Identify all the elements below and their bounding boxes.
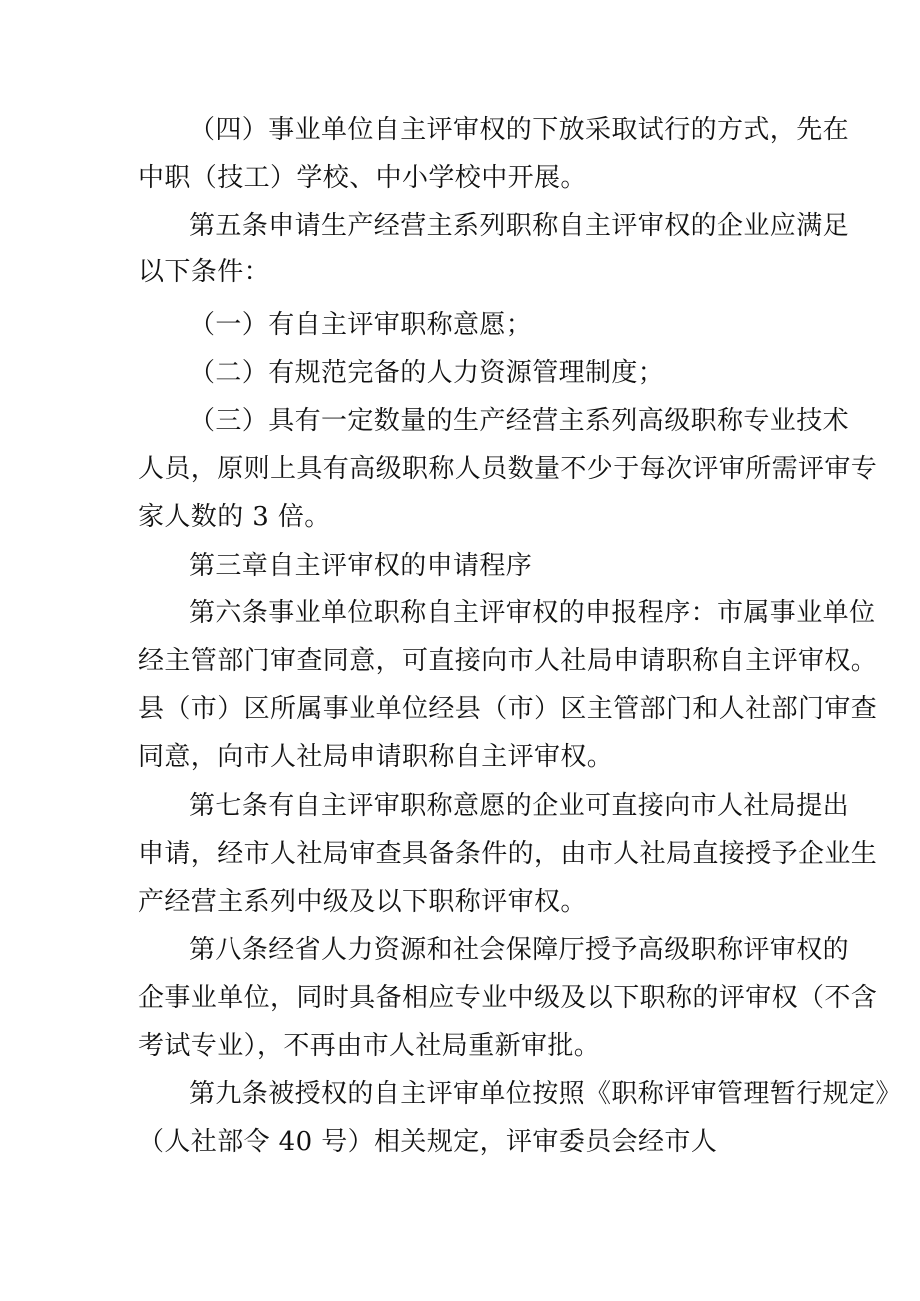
chapter-heading: 第三章自主评审权的申请程序: [189, 551, 533, 581]
text-line: 县（市）区所属事业单位经县（市）区主管部门和人社部门审查: [138, 694, 878, 724]
text-line: 第六条事业单位职称自主评审权的申报程序：市属事业单位: [189, 598, 876, 628]
text-line: 第八条经省人力资源和社会保障厅授予高级职称评审权的: [189, 935, 850, 965]
text-line: （二）有规范完备的人力资源管理制度；: [189, 358, 665, 388]
text-line: 中职（技工）学校、中小学校中开展。: [138, 163, 587, 193]
text-line: 家人数的 3 倍。: [138, 502, 331, 532]
text-line: 考试专业），不再由市人社局重新审批。: [138, 1031, 601, 1061]
text-line: （一）有自主评审职称意愿；: [189, 310, 533, 340]
text-line: 人员，原则上具有高级职称人员数量不少于每次评审所需评审专: [138, 454, 878, 484]
text-line: 产经营主系列中级及以下职称评审权。: [138, 887, 587, 917]
text-line: 以下条件：: [138, 257, 271, 287]
text-line: 经主管部门审查同意，可直接向市人社局申请职称自主评审权。: [138, 646, 878, 676]
text-line: （四）事业单位自主评审权的下放采取试行的方式，先在: [189, 115, 850, 145]
text-line: 申请，经市人社局审查具备条件的，由市人社局直接授予企业生: [138, 839, 878, 869]
text-line: 同意，向市人社局申请职称自主评审权。: [138, 742, 614, 772]
text-line: （三）具有一定数量的生产经营主系列高级职称专业技术: [189, 406, 850, 436]
text-line: 第七条有自主评审职称意愿的企业可直接向市人社局提出: [189, 791, 850, 821]
text-line: 第五条申请生产经营主系列职称自主评审权的企业应满足: [189, 211, 850, 241]
text-line: 企事业单位，同时具备相应专业中级及以下职称的评审权（不含: [138, 983, 878, 1013]
text-line: 第九条被授权的自主评审单位按照《职称评审管理暂行规定》: [189, 1079, 902, 1109]
text-line: （人社部令 40 号）相关规定，评审委员会经市人: [138, 1127, 718, 1157]
